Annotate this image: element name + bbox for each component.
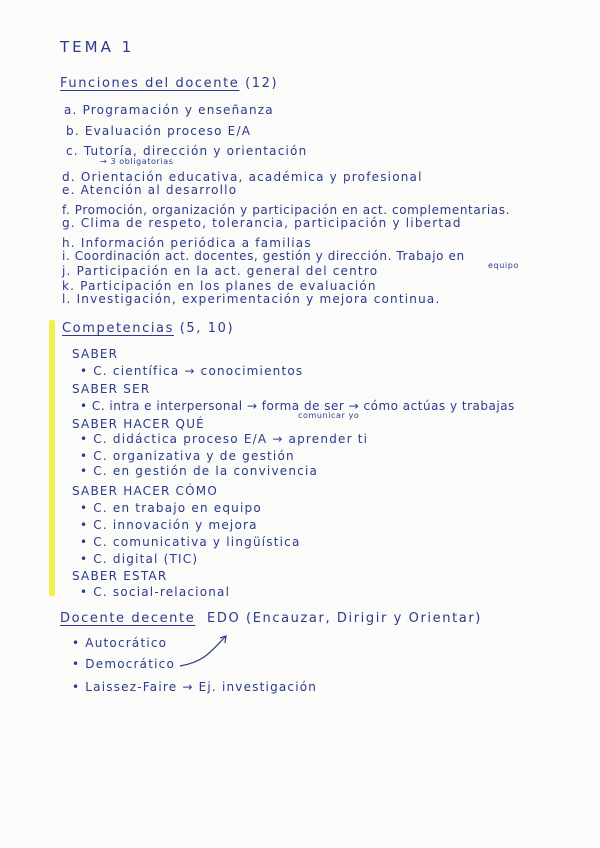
list-item: c. Tutoría, dirección y orientación	[66, 144, 308, 158]
list-item: • C. en gestión de la convivencia	[80, 464, 319, 478]
annotation-text: comunicar yo	[298, 411, 360, 420]
list-item: • C. innovación y mejora	[80, 518, 258, 532]
list-item: k. Participación en los planes de evaluación	[62, 279, 377, 293]
list-item: • C. social-relacional	[80, 585, 231, 599]
list-item: • C. digital (TIC)	[80, 552, 199, 566]
list-item: a. Programación y enseñanza	[64, 103, 274, 117]
docente-heading-text: Docente decente	[60, 611, 196, 626]
list-item: l. Investigación, experimentación y mejora continua.	[62, 292, 441, 306]
funciones-heading-text: Funciones del docente	[60, 76, 240, 91]
list-item: h. Información periódica a familias	[62, 236, 312, 250]
curved-arrow-icon	[150, 632, 240, 672]
highlighter-mark	[49, 320, 55, 596]
list-item: • C. intra e interpersonal → forma de ser → cómo actúas y trabajas	[80, 399, 515, 413]
group-heading: SABER	[72, 347, 119, 361]
page-title: TEMA 1	[60, 38, 135, 56]
list-item: d. Orientación educativa, académica y profesional	[62, 170, 423, 184]
list-item: • Autocrático	[72, 636, 168, 650]
list-item: e. Atención al desarrollo	[62, 183, 238, 197]
list-item: • Laissez-Faire → Ej. investigación	[72, 680, 318, 694]
competencias-heading-text: Competencias	[62, 321, 174, 336]
group-heading: SABER ESTAR	[72, 569, 168, 583]
list-item: • C. en trabajo en equipo	[80, 501, 262, 515]
list-item-note: equipo	[488, 261, 519, 270]
list-item: • C. didáctica proceso E/A → aprender ti	[80, 432, 369, 446]
list-item: i. Coordinación act. docentes, gestión y dirección. Trabajo en	[62, 249, 465, 263]
list-item: b. Evaluación proceso E/A	[66, 124, 252, 138]
list-item: f. Promoción, organización y participación en act. complementarias.	[62, 203, 511, 217]
group-heading: SABER HACER QUÉ	[72, 417, 205, 431]
list-item: g. Clima de respeto, tolerancia, participación y libertad	[62, 216, 462, 230]
competencias-ref: (5, 10)	[179, 321, 235, 336]
competencias-heading	[62, 321, 234, 336]
list-item: • Democrático	[72, 657, 176, 671]
docente-edo-text: EDO (Encauzar, Dirigir y Orientar)	[207, 611, 482, 626]
list-item: • C. científica → conocimientos	[80, 364, 304, 378]
list-item: j. Participación en la act. general del centro	[62, 264, 379, 278]
funciones-ref: (12)	[245, 76, 279, 91]
funciones-heading	[60, 76, 278, 91]
list-item: • C. comunicativa y lingüística	[80, 535, 301, 549]
list-item: • C. organizativa y de gestión	[80, 449, 295, 463]
list-item-note: → 3 obligatorias	[100, 157, 174, 166]
group-heading: SABER SER	[72, 382, 151, 396]
docente-heading	[60, 611, 482, 626]
group-heading: SABER HACER CÓMO	[72, 484, 218, 498]
